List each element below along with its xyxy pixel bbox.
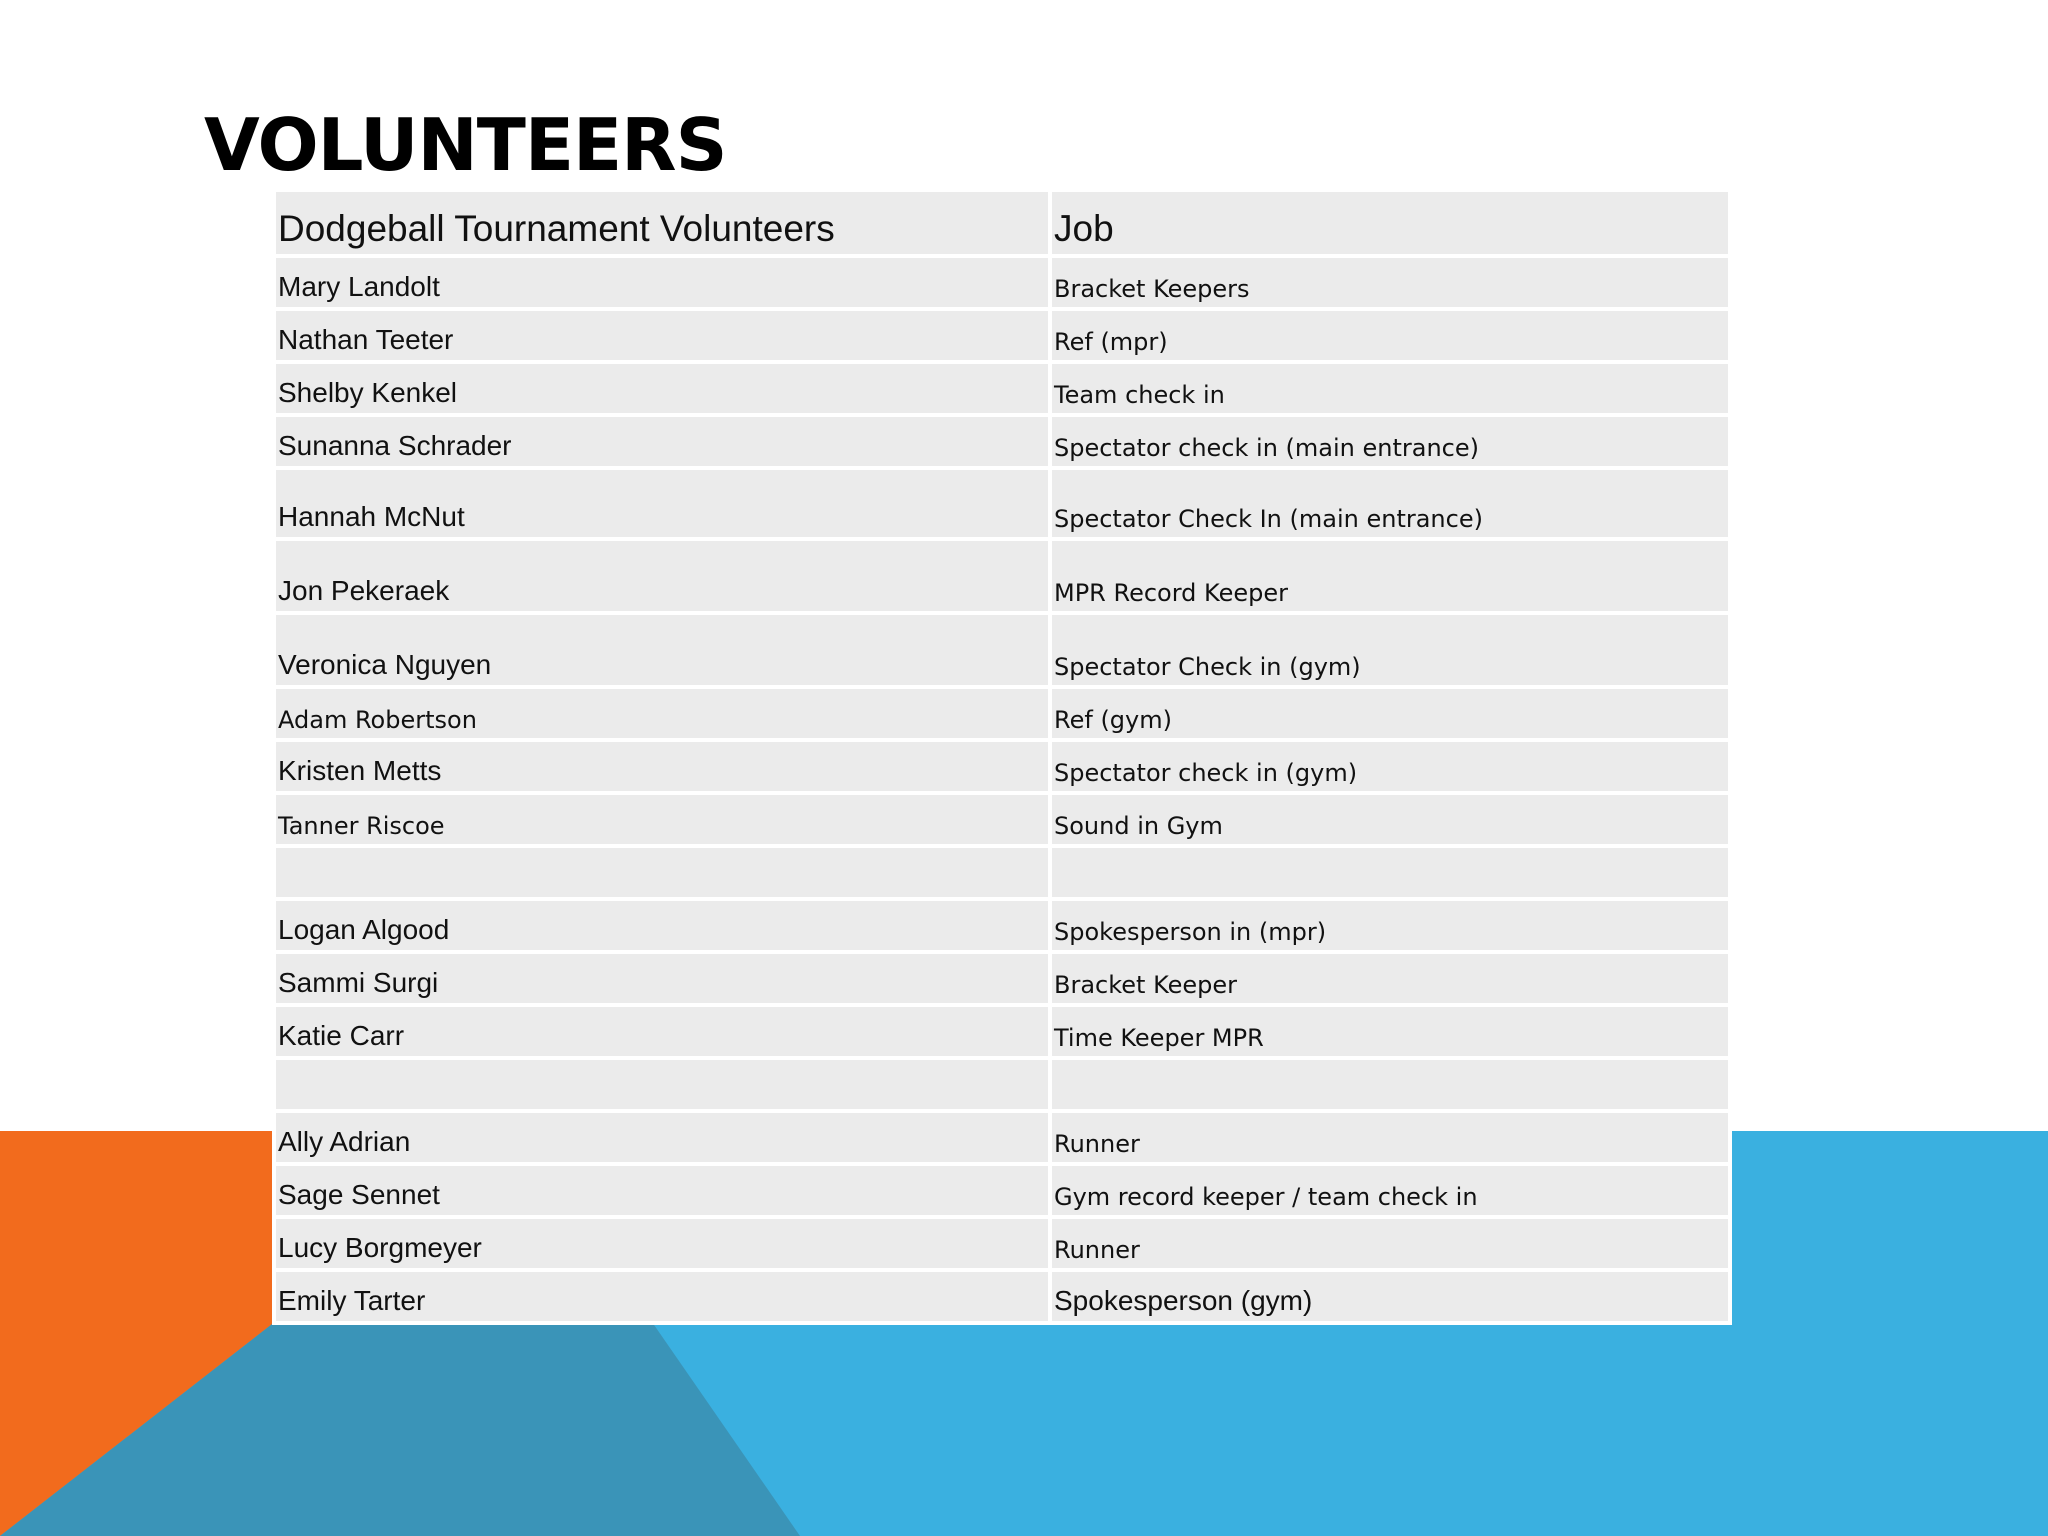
volunteer-name: Ally Adrian <box>276 1113 1048 1162</box>
table-row <box>276 1272 1728 1321</box>
header-volunteers: Dodgeball Tournament Volunteers <box>276 192 1048 254</box>
volunteer-name: Mary Landolt <box>276 258 1048 307</box>
table-row <box>276 1166 1728 1215</box>
volunteer-name: Lucy Borgmeyer <box>276 1219 1048 1268</box>
volunteer-name: Katie Carr <box>276 1007 1048 1056</box>
volunteer-job <box>1052 1060 1728 1109</box>
table-row <box>276 258 1728 307</box>
table-row <box>276 795 1728 844</box>
volunteer-job: Spectator Check In (main entrance) <box>1052 470 1728 537</box>
table-row-empty <box>276 848 1728 897</box>
volunteer-job: Bracket Keepers <box>1052 258 1728 307</box>
volunteer-job: Spectator check in (gym) <box>1052 742 1728 791</box>
volunteer-job: Bracket Keeper <box>1052 954 1728 1003</box>
volunteer-name: Nathan Teeter <box>276 311 1048 360</box>
table-row-empty <box>276 1060 1728 1109</box>
volunteer-job: Sound in Gym <box>1052 795 1728 844</box>
table-row <box>276 311 1728 360</box>
volunteer-name: Kristen Metts <box>276 742 1048 791</box>
volunteer-name: Adam Robertson <box>276 689 1048 738</box>
volunteer-job: Ref (gym) <box>1052 689 1728 738</box>
table-row <box>276 470 1728 537</box>
volunteer-job: Spokesperson in (mpr) <box>1052 901 1728 950</box>
table-row <box>276 901 1728 950</box>
volunteer-name <box>276 848 1048 897</box>
volunteer-name: Tanner Riscoe <box>276 795 1048 844</box>
volunteer-name: Shelby Kenkel <box>276 364 1048 413</box>
table-row <box>276 1113 1728 1162</box>
table-row <box>276 615 1728 685</box>
table-row <box>276 1219 1728 1268</box>
slide-title: VOLUNTEERS <box>204 103 727 187</box>
volunteer-job: Gym record keeper / team check in <box>1052 1166 1728 1215</box>
table-row <box>276 364 1728 413</box>
volunteer-name: Sammi Surgi <box>276 954 1048 1003</box>
volunteer-job: MPR Record Keeper <box>1052 541 1728 611</box>
header-job: Job <box>1052 192 1728 254</box>
volunteer-job: Spectator Check in (gym) <box>1052 615 1728 685</box>
volunteer-name: Sunanna Schrader <box>276 417 1048 466</box>
volunteer-job: Spokesperson (gym) <box>1052 1272 1728 1321</box>
volunteer-name: Logan Algood <box>276 901 1048 950</box>
volunteer-job: Ref (mpr) <box>1052 311 1728 360</box>
volunteer-job <box>1052 848 1728 897</box>
volunteer-name: Hannah McNut <box>276 470 1048 537</box>
table-row <box>276 417 1728 466</box>
volunteer-job: Team check in <box>1052 364 1728 413</box>
volunteer-name: Sage Sennet <box>276 1166 1048 1215</box>
table-row <box>276 1007 1728 1056</box>
volunteer-job: Runner <box>1052 1219 1728 1268</box>
table-row <box>276 954 1728 1003</box>
volunteer-job: Time Keeper MPR <box>1052 1007 1728 1056</box>
volunteer-name: Emily Tarter <box>276 1272 1048 1321</box>
volunteer-name: Veronica Nguyen <box>276 615 1048 685</box>
table-header-row <box>276 192 1728 254</box>
volunteer-name: Jon Pekeraek <box>276 541 1048 611</box>
volunteer-name <box>276 1060 1048 1109</box>
volunteer-job: Runner <box>1052 1113 1728 1162</box>
table-row <box>276 689 1728 738</box>
table-row <box>276 742 1728 791</box>
volunteer-job: Spectator check in (main entrance) <box>1052 417 1728 466</box>
table-row <box>276 541 1728 611</box>
volunteers-table <box>272 188 1732 1325</box>
